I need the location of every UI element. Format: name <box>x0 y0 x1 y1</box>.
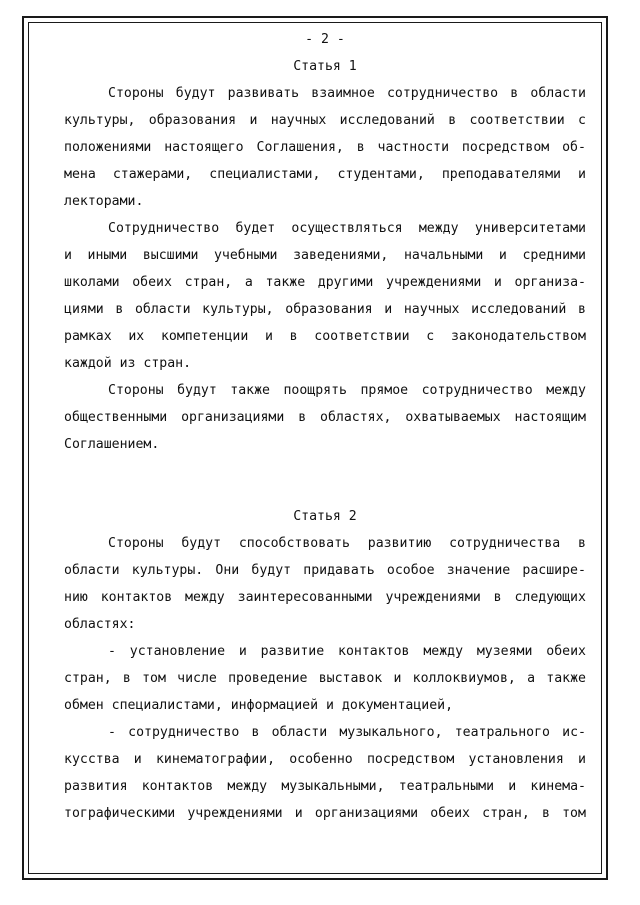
text-line: школами обеих стран, а также другими учреждениями и организа- <box>64 275 586 290</box>
text-line: циями в области культуры, образования и научных исследований в <box>64 302 586 317</box>
article-2-paragraph-2 <box>64 638 586 719</box>
article-1-paragraph-3 <box>64 377 586 458</box>
text-line: нию контактов между заинтересованными учреждениями в следующих <box>64 590 586 605</box>
article-1-paragraph-1 <box>64 80 586 215</box>
text-line: развития контактов между музыкальными, театральными и кинема- <box>64 779 586 794</box>
text-line: областях: <box>64 617 136 632</box>
article-2-heading: Статья 2 <box>293 509 357 524</box>
text-line: положениями настоящего Соглашения, в частности посредством об- <box>64 140 586 155</box>
text-line: - сотрудничество в области музыкального, театрального ис- <box>108 725 586 740</box>
text-line: обмен специалистами, информацией и документацией, <box>64 698 454 713</box>
article-1-heading: Статья 1 <box>293 59 357 74</box>
text-line: Стороны будут развивать взаимное сотрудничество в области <box>108 86 586 101</box>
text-line: - установление и развитие контактов между музеями обеих <box>108 644 586 659</box>
text-line: культуры, образования и научных исследований в соответствии с <box>64 113 586 128</box>
text-line: Стороны будут также поощрять прямое сотрудничество между <box>108 383 586 398</box>
text-line: стран, в том числе проведение выставок и коллоквиумов, а также <box>64 671 586 686</box>
text-line: мена стажерами, специалистами, студентами, преподавателями и <box>64 167 586 182</box>
text-line: тографическими учреждениями и организациями обеих стран, в том <box>64 806 586 821</box>
text-line: рамках их компетенции и в соответствии с законодательством <box>64 329 586 344</box>
text-line: каждой из стран. <box>64 356 192 371</box>
text-line: лекторами. <box>64 194 144 209</box>
text-line: Стороны будут способствовать развитию сотрудничества в <box>108 536 586 551</box>
article-2-paragraph-3 <box>64 719 586 827</box>
text-line: Сотрудничество будет осуществляться между университетами <box>108 221 586 236</box>
text-line: и иными высшими учебными заведениями, начальными и средними <box>64 248 586 263</box>
document-page <box>64 26 586 827</box>
article-1-paragraph-2 <box>64 215 586 377</box>
text-line: общественными организациями в областях, охватываемых настоящим <box>64 410 586 425</box>
page-number: - 2 - <box>305 32 345 47</box>
article-2-paragraph-1 <box>64 530 586 638</box>
text-line: кусства и кинематографии, особенно посредством установления и <box>64 752 586 767</box>
text-line: Соглашением. <box>64 437 160 452</box>
text-line: области культуры. Они будут придавать особое значение расшире- <box>64 563 586 578</box>
